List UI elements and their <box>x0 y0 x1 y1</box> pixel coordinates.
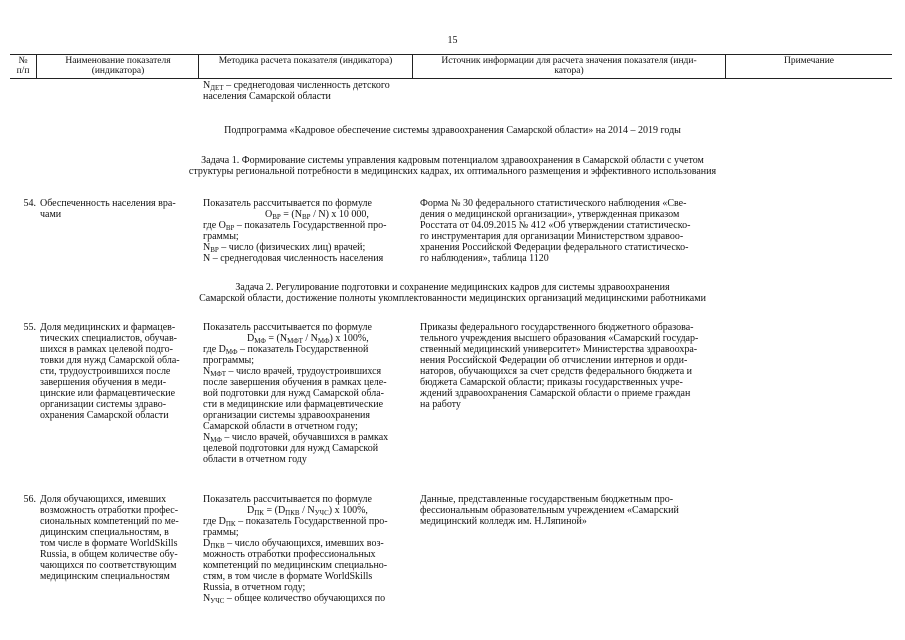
header-top-rule <box>10 54 892 55</box>
row-54-method: Показатель рассчитывается по формуле $O_{ВР} = (N_{ВР} / N)$ x 10 000, где $O_{ВР}$ – показатель Государственной про- граммы; $N_{ВР}$ – число (физических лиц) врачей; N – среднегодовая численность населения <box>203 198 409 264</box>
row-54-num: 54. <box>23 198 36 209</box>
header-source: Источник информации для расчета значения показателя (инди- катора) <box>441 56 697 76</box>
subprogram-title: Подпрограмма «Кадровое обеспечение системы здравоохранения Самарской области» на 2014 – 2019 годы <box>224 125 681 136</box>
row-56-formula: $D_{ПК} = (D_{ПКВ} / N_{УЧС})$ x 100%, <box>247 505 368 517</box>
header-method: Методика расчета показателя (индикатора) <box>218 56 393 66</box>
row-55-formula: $D_{МФ} = (N_{МФТ} / N_{МФ})$ x 100%, <box>247 333 369 345</box>
header-divider <box>36 54 37 78</box>
task2-title: Задача 2. Регулирование подготовки и сохранение медицинских кадров для системы здравоохранения Самарской области, достижение полноты укомплектованности медицинских организаций медицинскими работниками <box>199 282 706 304</box>
task1-title: Задача 1. Формирование системы управления кадровым потенциалом здравоохранения в Самарской области с учетом структуры региональной потребности в медицинских кадрах, их оптимального размещения и эффективного использования <box>188 155 717 177</box>
row-54-formula: $O_{ВР} = (N_{ВР} / N)$ x 10 000, <box>265 209 369 221</box>
row-56-num: 56. <box>23 494 36 505</box>
header-name: Наименование показателя (индикатора) <box>65 56 171 76</box>
row-54-source: Форма № 30 федерального статистического наблюдения «Све- дения о медицинской организации», утвержденная приказом Росстата от 04.09.2015 № 412 «Об утверждении статистическо- го инструментария для организации Министерством здравоо- хранения Российской Федерации федерального статистическо- го наблюдения», таблица 1120 <box>420 198 691 264</box>
row-56-source: Данные, представленные государственым бюджетным про- фессиональным образовательным учреждением «Самарский медицинский колледж им. Н.Ляпиной» <box>420 494 679 527</box>
row-56-method: Показатель рассчитывается по формуле $D_{ПК} = (D_{ПКВ} / N_{УЧС})$ x 100%, где $D_{ПК}$ – показатель Государственной про- граммы; $D_{ПКВ}$ – число обучающихся, имевших воз- можность отработки профессиональных компетенций по медицинским специально- стям, в том числе в формате WorldSkills Russia, в отчетном году; $N_{УЧС}$ – общее количество обучающихся по <box>203 494 409 604</box>
row-55-method: Показатель рассчитывается по формуле $D_{МФ} = (N_{МФТ} / N_{МФ})$ x 100%, где $D_{МФ}$ – показатель Государственной программы; $N_{МФТ}$ – число врачей, трудоустроившихся после завершения обучения в рамках целе- вой подготовки для нужд Самарской обла- сти в медицинские или фармацевтические организации системы здравоохранения Самарской области в отчетном году; $N_{МФ}$ – число врачей, обучавшихся в рамках целевой подготовки для нужд Самарской области в отчетном году <box>203 322 409 465</box>
row-56-name: Доля обучающихся, имевших возможность отработки профес- сиональных компетенций по ме- дицинским специальностям, в том числе в формате WorldSkills Russia, в общем количестве обу- чающихся по соответствующим медицинским специальностям <box>40 494 179 582</box>
header-bottom-rule <box>10 78 892 79</box>
continuation-text: $N_{ДЕТ}$ – среднегодовая численность детского населения Самарской области <box>203 80 390 102</box>
row-55-source: Приказы федерального государственного бюджетного образова- тельного учреждения высшего образования «Самарский государ- ственный медицинский университет» Министерства здравоохра- нения Российской Федерации об отчислении интернов и орди- наторов, обучающихся за счет средств федерального бюджета и бюджета Самарской области; приказы государственных учре- ждений здравоохранения Самарской области о приеме граждан на работу <box>420 322 699 410</box>
page-number: 15 <box>447 35 458 46</box>
row-55-num: 55. <box>23 322 36 333</box>
header-note: Примечание <box>783 56 835 66</box>
row-55-name: Доля медицинских и фармацев- тических специалистов, обучав- шихся в рамках целевой подго- товки для нужд Самарской обла- сти, трудоустроившихся после завершения обучения в меди- цинские или фармацевтические организации системы здраво- охранения Самарской области <box>40 322 180 421</box>
header-num: № п/п <box>16 56 30 76</box>
row-54-name: Обеспеченность населения вра- чами <box>40 198 176 220</box>
